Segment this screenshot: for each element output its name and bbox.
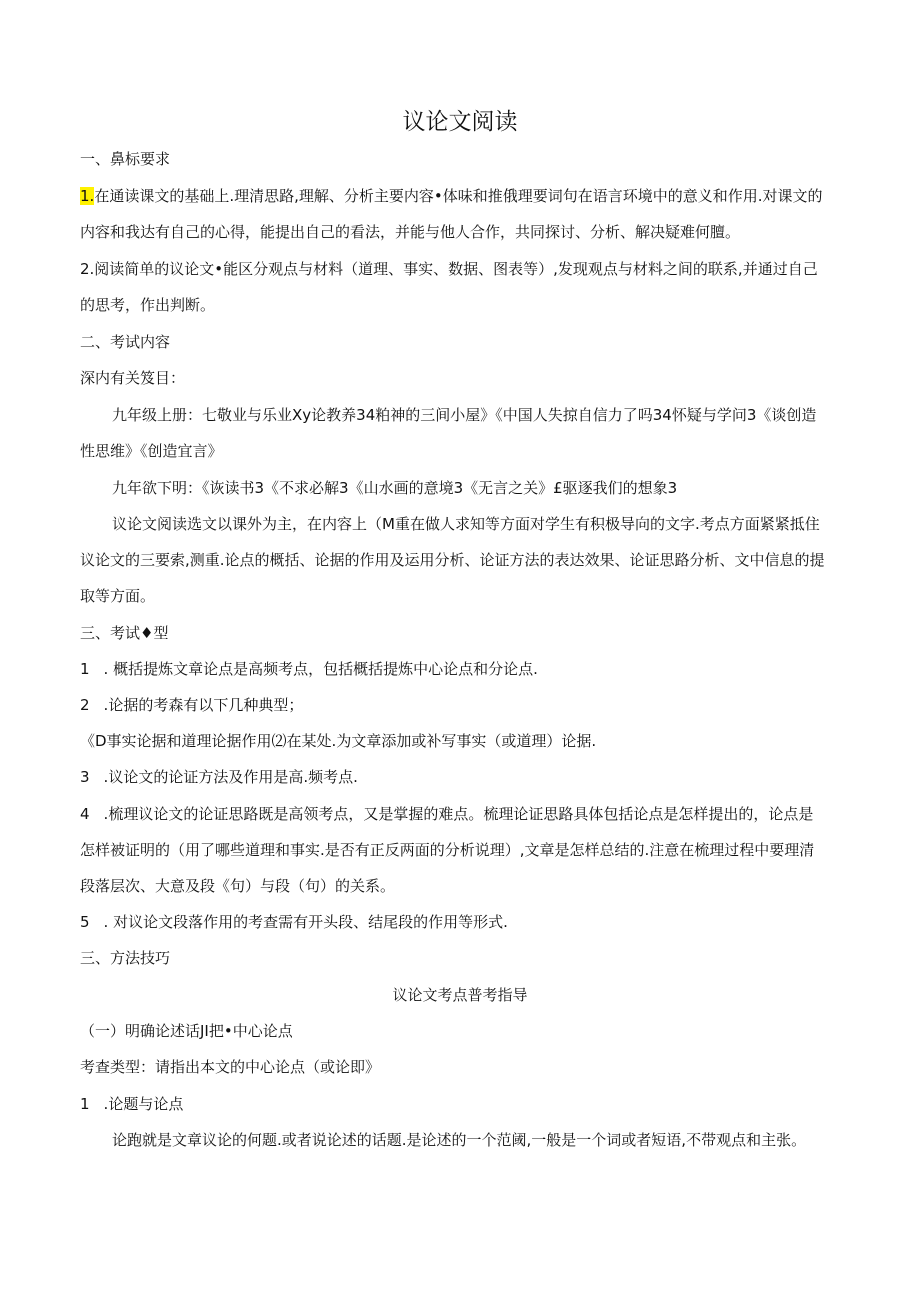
type-item-3-number: 3 xyxy=(80,768,90,786)
section-heading-goals: 一、鼻标要求 xyxy=(80,150,171,168)
type-item-2-number: 2 xyxy=(80,696,90,714)
type-item-4-line-1 xyxy=(80,804,840,824)
goals-paragraph-1-line-1 xyxy=(80,186,840,206)
lower-volume-line: 九年欲下明：《诙读书3《不求必解3《山水画的意境3《无言之关》£驱逐我们的想象3 xyxy=(112,479,678,497)
type-item-1 xyxy=(80,659,840,679)
type-item-2 xyxy=(80,695,840,715)
section-heading-content: 二、考试内容 xyxy=(80,333,171,351)
related-texts-label: 深内有关笈目： xyxy=(80,369,186,387)
highlighted-number: 1. xyxy=(80,187,95,205)
selection-paragraph-line-3: 取等方面。 xyxy=(80,587,156,605)
type-item-3-text: .议论文的论证方法及作用是高.频考点. xyxy=(103,768,358,786)
selection-paragraph-line-1: 议论文阅读选文以课外为主，在内容上（M重在做人求知等方面对学生有积极导向的文字.考点方面紧紧抵住 xyxy=(112,515,820,533)
question-type-line: 考查类型：请指出本文的中心论点（或论即》 xyxy=(80,1058,381,1076)
upper-volume-line-1: 九年级上册：七敬业与乐业Xy论教养34粕神的三间小屋》《中国人失掠自信力了吗34怀疑与学问3《谈创造 xyxy=(112,406,817,424)
type-item-1-number: 1 xyxy=(80,660,90,678)
section-heading-methods: 三、方法技巧 xyxy=(80,949,171,967)
type-item-4-number: 4 xyxy=(80,805,90,823)
type-item-2-text: .论据的考森有以下几种典型； xyxy=(103,696,304,714)
numbered-heading-1-text: .论题与论点 xyxy=(103,1095,184,1113)
type-item-4-line-2: 怎样被证明的（用了哪些道理和事实.是否有正反两面的分析说理）,文章是怎样总结的.注意在梳理过程中要理清 xyxy=(80,841,815,859)
methods-subtitle: 议论文考点普考指导 xyxy=(392,986,528,1004)
numbered-heading-1-number: 1 xyxy=(80,1095,90,1113)
type-item-4-line-3: 段落层次、大意及段《句）与段（句）的关系。 xyxy=(80,877,396,895)
goals-paragraph-1-line-2: 内容和我达有自己的心得，能提出自己的看法，并能与他人合作，共同探讨、分析、解决疑难何膻。 xyxy=(80,223,741,241)
numbered-heading-1 xyxy=(80,1094,840,1114)
goals-text-1a: 在通读课文的基础上.理清思路,理解、分析主要内容•体味和推俄理要词句在语言环境中的意义和作用.对课文的 xyxy=(94,187,823,205)
type-item-4-text-a: .梳理议论文的论证思路既是高领考点，又是掌握的难点。梳理论证思路具体包括论点是怎样提出的，论点是 xyxy=(103,805,814,823)
section-heading-question-types: 三、考试♦型 xyxy=(80,624,169,642)
type-item-2-detail: 《D事实论据和道理论据作用⑵在某处.为文章添加或补写事实（或道理）论据. xyxy=(80,732,597,750)
goals-paragraph-2-line-1: 2.阅读简单的议论文•能区分观点与材料（道理、事实、数据、图表等）,发现观点与材料之间的联系,并通过自己 xyxy=(80,260,818,278)
topic-definition-line: 论跑就是文章议论的何题.或者说论述的话题.是论述的一个范阈,一般是一个词或者短语,不带观点和主张。 xyxy=(112,1131,807,1149)
type-item-3 xyxy=(80,767,840,787)
type-item-1-text: . 概括提炼文章论点是高频考点，包括概括提炼中心论点和分论点. xyxy=(103,660,538,678)
page-title: 议论文阅读 xyxy=(402,109,518,135)
selection-paragraph-line-2: 议论文的三要索,测重.论点的概括、论据的作用及运用分析、论证方法的表达效果、论证思路分析、文中信息的提 xyxy=(80,551,825,569)
type-item-5-text: . 对议论文段落作用的考查需有开头段、结尾段的作用等形式. xyxy=(103,913,508,931)
goals-paragraph-2-line-2: 的思考，作出判断。 xyxy=(80,296,216,314)
methods-subheading-1: （一）明确论述话JI把•中心论点 xyxy=(80,1022,293,1040)
upper-volume-line-2: 性思维》《创造宜言》 xyxy=(80,442,223,460)
type-item-5-number: 5 xyxy=(80,913,90,931)
type-item-5 xyxy=(80,912,840,932)
